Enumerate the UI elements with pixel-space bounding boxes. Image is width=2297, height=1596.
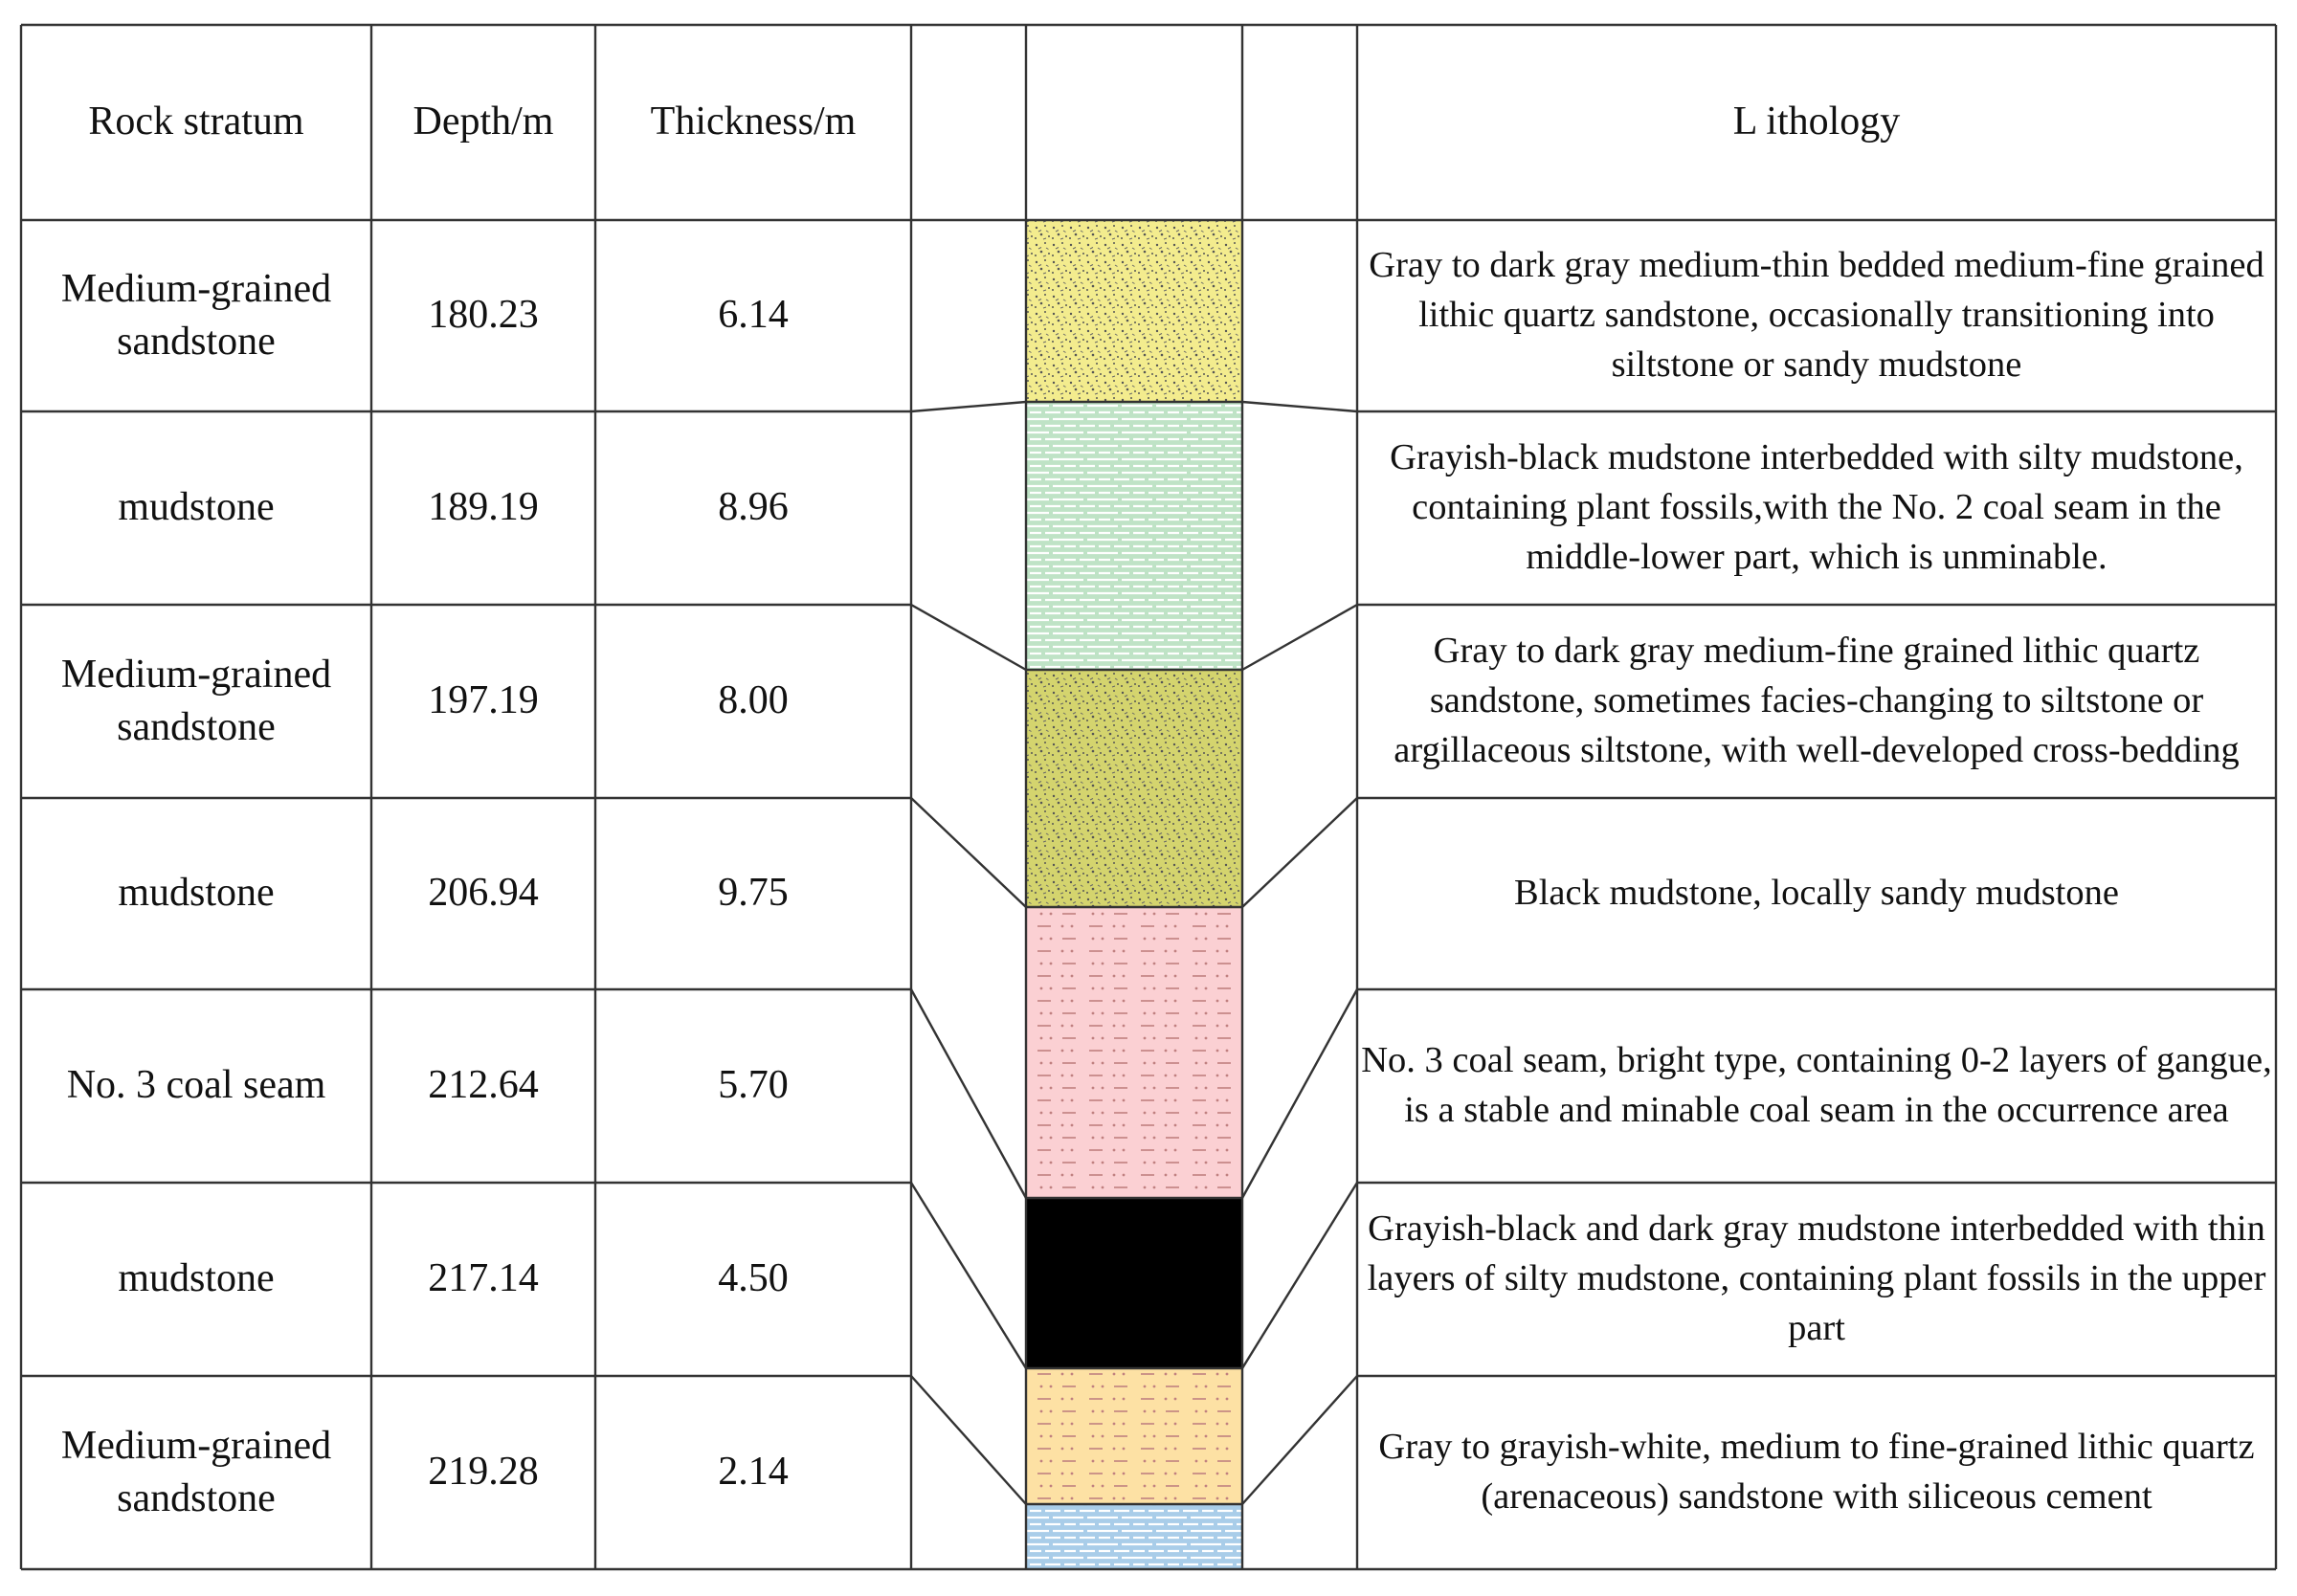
stratum-name: No. 3 coal seam — [66, 1063, 326, 1108]
stratum-name: mudstone — [118, 485, 275, 530]
correlation-line-left — [911, 1376, 1026, 1504]
lithology-description: Grayish-black and dark gray mudstone interbedded with thin layers of silty mudstone, containing plant fossils in the upper part — [1367, 1208, 2266, 1348]
correlation-line-left — [911, 605, 1026, 670]
depth-value: 197.19 — [428, 678, 539, 723]
column-layer-mudstone — [1026, 1504, 1242, 1569]
lithology-description: Gray to dark gray medium-thin bedded medium-fine grained lithic quartz sandstone, occasionally transitioning into siltstone or sandy mudstone — [1369, 245, 2264, 385]
depth-value: 217.14 — [428, 1256, 539, 1301]
stratum-name: mudstone — [118, 1256, 275, 1301]
depth-value: 212.64 — [428, 1063, 539, 1108]
stratum-name: Medium-grained sandstone — [60, 652, 332, 749]
lithology-description: Gray to dark gray medium-fine grained lithic quartz sandstone, sometimes facies-changing to siltstone or argillaceous siltstone, with well-developed cross-bedding — [1394, 631, 2240, 770]
stratum-name: Medium-grained sandstone — [60, 1423, 332, 1520]
header-depth: Depth/m — [413, 100, 554, 144]
column-layer-sandstone — [1026, 1368, 1242, 1504]
correlation-line-right — [1242, 1183, 1357, 1368]
column-layer-sandstone — [1026, 220, 1242, 402]
lithology-description: Black mudstone, locally sandy mudstone — [1514, 873, 2119, 914]
lithology-description: No. 3 coal seam, bright type, containing 0-2 layers of gangue, is a stable and minable coal seam in the occurrence area — [1361, 1040, 2272, 1130]
lithology-description: Gray to grayish-white, medium to fine-grained lithic quartz (arenaceous) sandstone with siliceous cement — [1378, 1427, 2255, 1517]
column-layer-mudstone — [1026, 402, 1242, 670]
depth-value: 189.19 — [428, 485, 539, 530]
correlation-line-right — [1242, 989, 1357, 1198]
correlation-line-right — [1242, 402, 1357, 411]
column-layer-sandstone — [1026, 670, 1242, 907]
thickness-value: 4.50 — [718, 1256, 789, 1301]
stratum-name: Medium-grained sandstone — [60, 266, 332, 364]
thickness-value: 9.75 — [718, 871, 789, 916]
header-thickness: Thickness/m — [650, 100, 857, 144]
header-lithology: L ithology — [1732, 100, 1901, 144]
thickness-value: 8.96 — [718, 485, 789, 530]
correlation-line-left — [911, 989, 1026, 1198]
correlation-line-right — [1242, 605, 1357, 670]
header-rock-stratum: Rock stratum — [88, 100, 304, 144]
depth-value: 206.94 — [428, 871, 539, 916]
thickness-value: 8.00 — [718, 678, 789, 723]
correlation-line-right — [1242, 798, 1357, 907]
thickness-value: 2.14 — [718, 1450, 789, 1495]
thickness-value: 6.14 — [718, 293, 789, 338]
column-layer-mudstone — [1026, 907, 1242, 1198]
depth-value: 180.23 — [428, 293, 539, 338]
stratum-name: mudstone — [118, 871, 275, 916]
correlation-line-right — [1242, 1376, 1357, 1504]
column-layer-coal — [1026, 1198, 1242, 1368]
depth-value: 219.28 — [428, 1450, 539, 1495]
correlation-line-left — [911, 402, 1026, 411]
correlation-line-left — [911, 1183, 1026, 1368]
lithology-description: Grayish-black mudstone interbedded with silty mudstone, containing plant fossils,with the No. 2 coal seam in the middle-lower part, which is unminable. — [1390, 437, 2243, 577]
thickness-value: 5.70 — [718, 1063, 789, 1108]
correlation-line-left — [911, 798, 1026, 907]
